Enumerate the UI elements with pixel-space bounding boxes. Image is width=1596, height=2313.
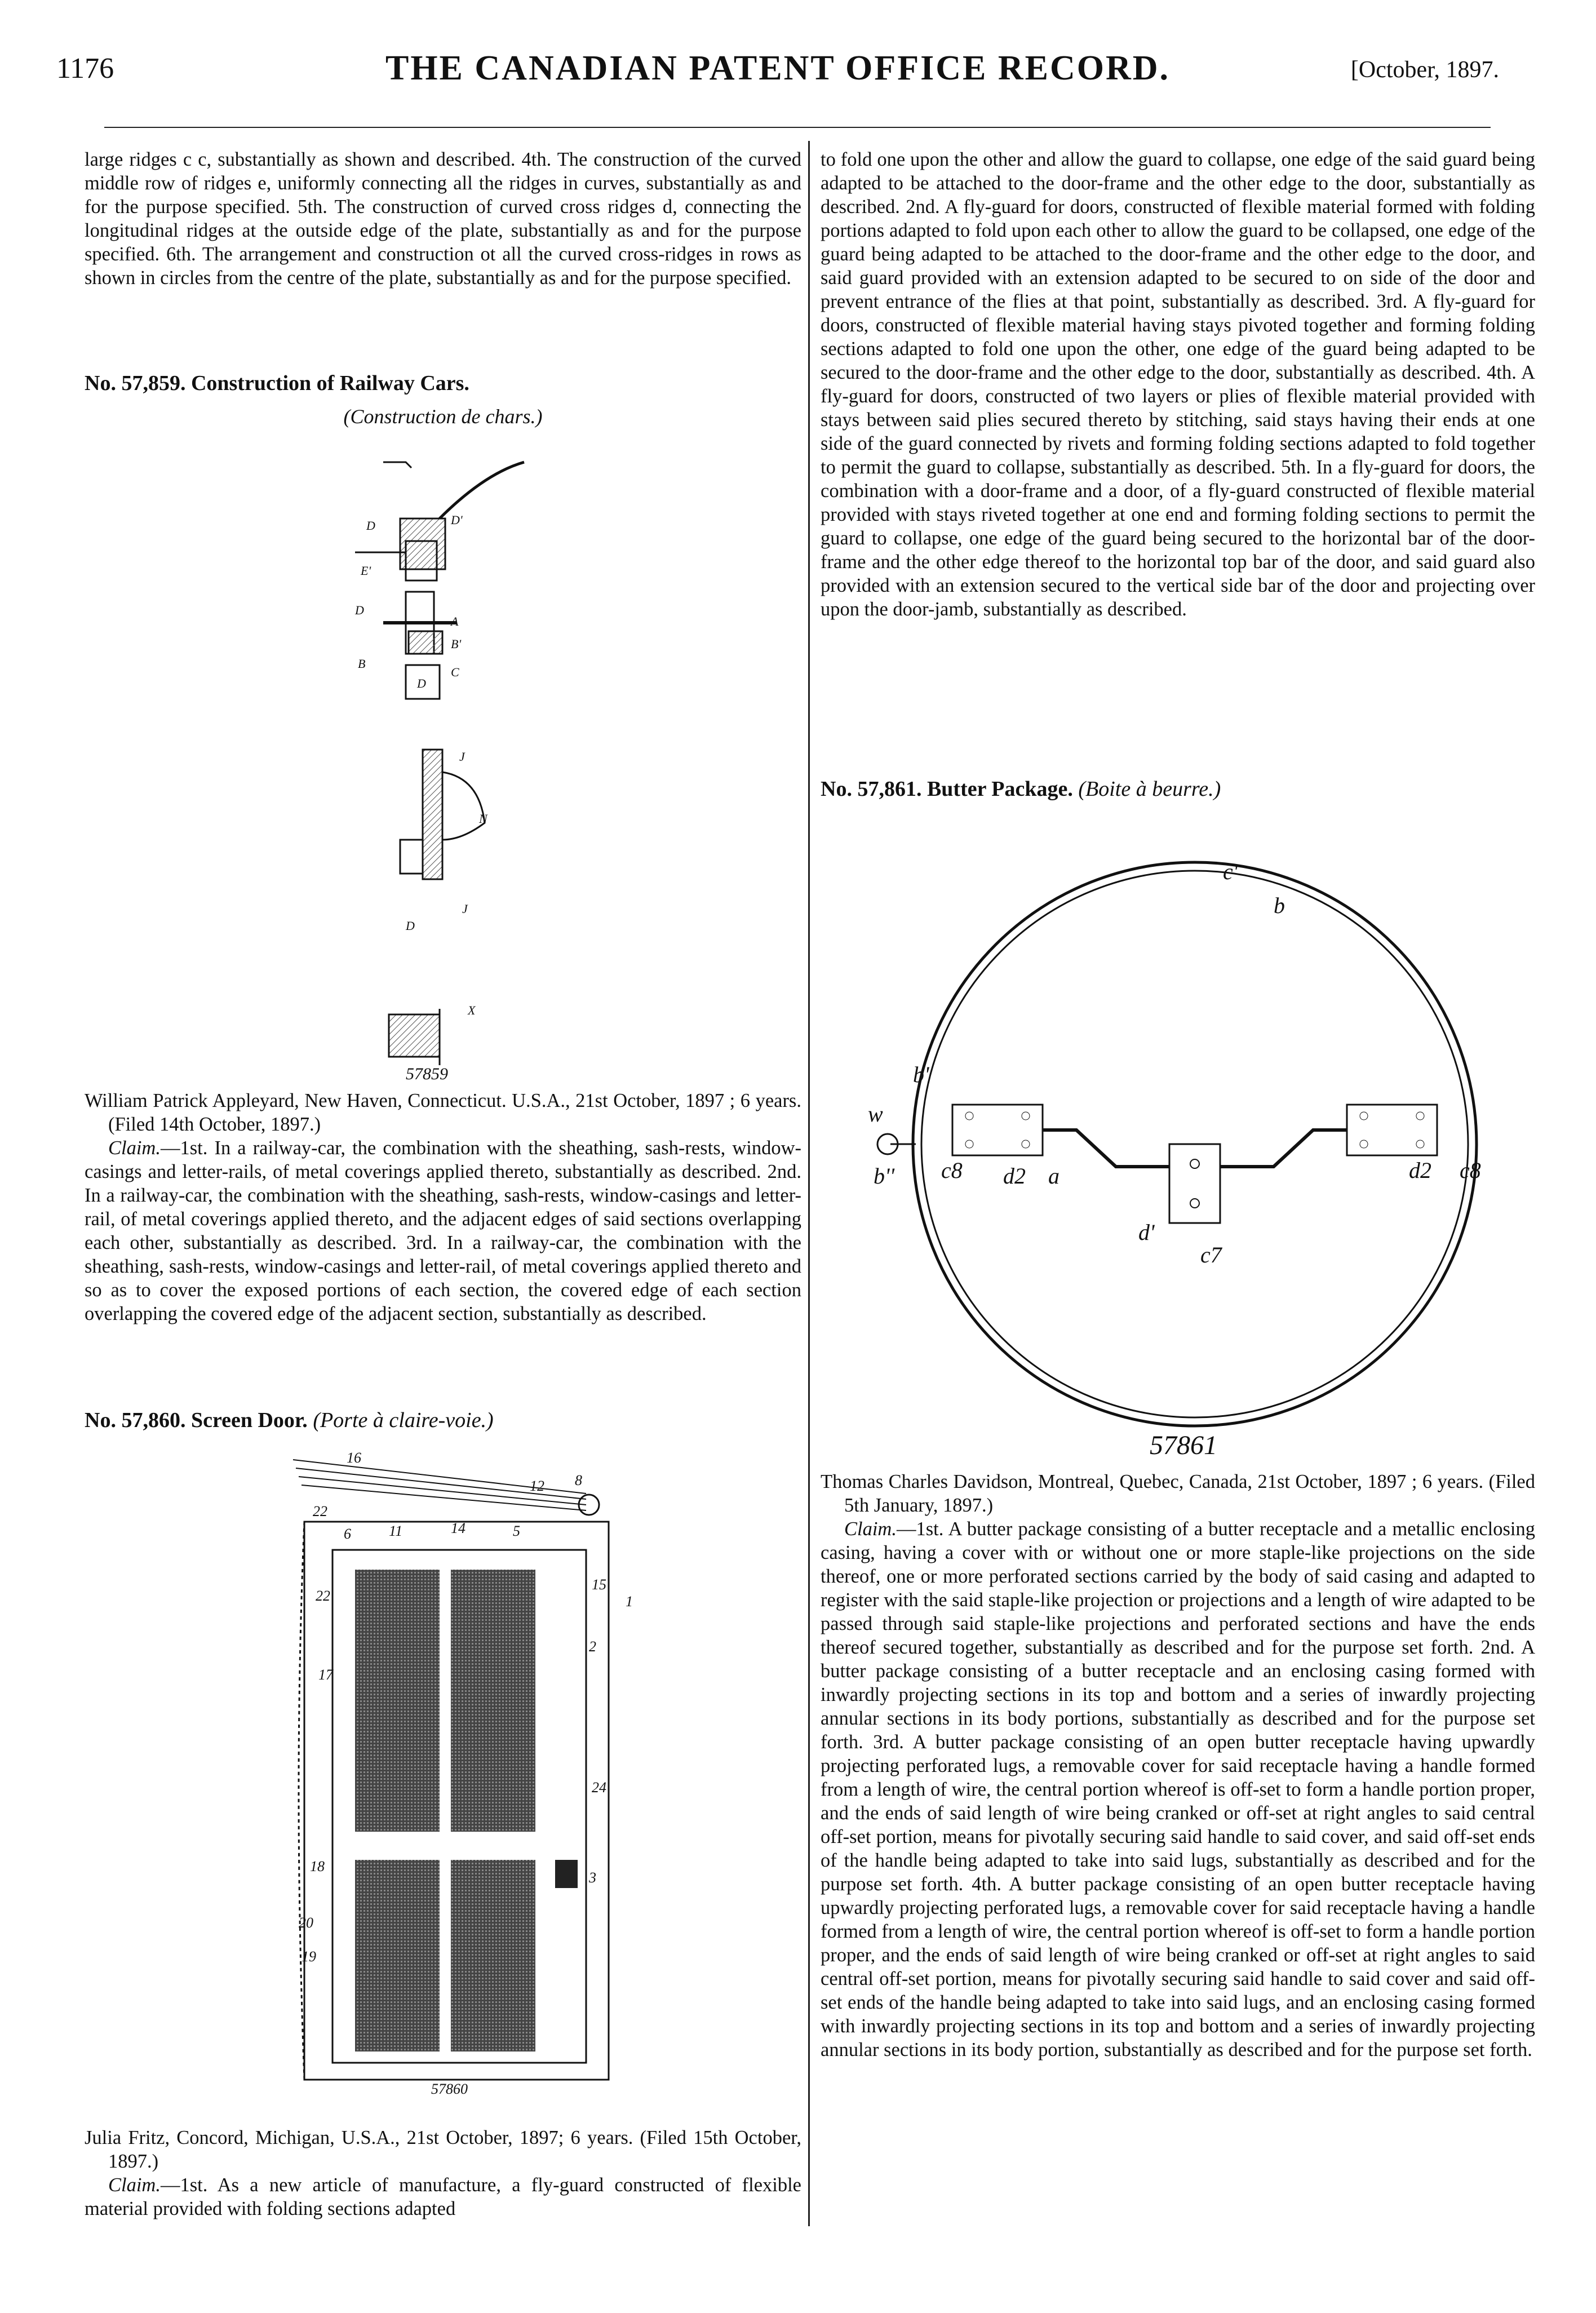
label-8: 8 [575,1472,582,1488]
label-22b: 22 [316,1588,330,1604]
patent-860-heading [85,1408,494,1433]
label-J2: J [462,902,468,916]
label-D4: D [406,919,415,933]
patent-860-number-title: No. 57,860. Screen Door. [85,1408,308,1432]
patent-860-inventor: Julia Fritz, Concord, Michigan, U.S.A., 21st October, 1897; 6 years. (Filed 15th October, 1897.) [85,2127,801,2172]
patent-859-body [85,1089,801,1326]
patent-861-body [821,1470,1535,2062]
header-rule [104,127,1491,128]
column-divider [808,141,810,2226]
label-24: 24 [592,1779,606,1796]
right-continued-text [821,148,1535,621]
figure-number-860: 57860 [431,2081,468,2097]
label-5: 5 [513,1523,520,1539]
patent-861-inventor: Thomas Charles Davidson, Montreal, Quebec, Canada, 21st October, 1897 ; 6 years. (Filed 5th January, 1897.) [821,1471,1535,1516]
screen-door-figure [282,1443,642,2097]
figure-number-859: 57859 [406,1065,448,1083]
label-12: 12 [530,1478,544,1494]
continued-claim-text-right: to fold one upon the other and allow the guard to collapse, one edge of the said guard being adapted to be attached to the door-frame and the other edge to the door, substantially as described. 2nd. A fly-guard for doors, constructed of flexible material formed with folding portions adapted to fold upon each other to allow the guard to be collapsed, one edge of the guard being adapted to be attached to the door-frame and the other edge to the door, and said guard provided with an extension adapted to be secured to on side of the door and prevent entrance of the flies at that point, substantially as described. 3rd. A fly-guard for doors, constructed of flexible material having stays pivoted together and forming folding sections adapted to fold one upon the other, one edge of the guard being adapted to be secured to the door-frame and the other edge to the door, substantially as described. 4th. A fly-guard for doors, constructed of two layers or plies of flexible material provided with stays between said plies secured thereto by stitching, said stays having their ends at one side of the guard connected by rivets and forming folding sections adapted to fold together to permit the guard to collapse, substantially as described. 5th. In a fly-guard for doors, the combination with a door-frame and a door, of a fly-guard constructed of flexible material provided with stays riveted together at one end and forming folding sections to permit the guard to collapse, one edge of the guard being secured to the horizontal bar of the door-frame and the other edge thereof to the horizontal top bar of the door, and said guard also provided with an extension secured to the vertical side bar of the door and projecting over upon the door-jamb, substantially as described. [821,149,1535,620]
figure-number-861: 57861 [1150,1430,1217,1460]
publication-title: THE CANADIAN PATENT OFFICE RECORD. [385,49,1171,87]
label-c-prime: c' [1223,859,1238,884]
label-D-prime: D' [451,513,463,527]
label-B-prime: B' [451,637,462,651]
label-2: 2 [589,1638,596,1655]
label-1: 1 [626,1593,633,1610]
label-19: 19 [302,1948,316,1965]
label-6: 6 [344,1526,351,1542]
claim-lead-861: Claim. [844,1518,897,1540]
label-c7: c7 [1200,1242,1222,1268]
patent-860-claims [85,2173,801,2221]
label-N: N [479,812,487,826]
label-c8: c8 [941,1158,963,1183]
label-D: D [366,519,375,533]
label-D2: D [355,603,364,617]
patent-860-claim-text: —1st. As a new article of manufacture, a fly-guard constructed of flexible material provided with folding sections adapted [85,2174,801,2219]
label-d2: d2 [1003,1163,1026,1189]
issue-date: [October, 1897. [1350,57,1499,83]
butter-package-figure [834,828,1533,1465]
label-B: B [358,657,366,671]
patent-859-inventor: William Patrick Appleyard, New Haven, Connecticut. U.S.A., 21st October, 1897 ; 6 years. (Filed 14th October, 1897.) [85,1090,801,1135]
label-18: 18 [310,1858,325,1875]
label-17: 17 [318,1667,333,1683]
label-20: 20 [299,1915,313,1931]
label-16: 16 [347,1450,361,1466]
label-b-prime: b' [913,1062,929,1087]
patent-861-heading [821,777,1221,801]
label-C: C [451,665,459,679]
patent-859-claim-text: —1st. In a railway-car, the combination with the sheathing, sash-rests, window-casings and letter-rails, of metal coverings applied thereto, substantially as described. 2nd. In a railway-car, the combination with the sheathing, sash-rests, window-casings and letter-rail, of metal coverings applied thereto, and the adjacent edges of said sections overlapping each other, substantially as described. 3rd. In a railway-car, the combination with the sheathing, sash-rests, window-casings and letter-rail, of metal coverings applied thereto and so as to cover the exposed portions of each section, the covered edge of each section overlapping the covered edge of the adjacent section, substantially as described. [85,1137,801,1324]
claim-lead: Claim. [108,1137,161,1159]
patent-861-french-title: (Boite à beurre.) [1078,777,1221,801]
patent-861-claim-text: —1st. A butter package consisting of a butter receptacle and a metallic enclosing casing, having a cover with or without one or more staple-like projections on the side thereof, one or more perforated sections carried by the body of said casing and adapted to register with the said staple-like projection or projections and a length of wire adapted to be passed through said staple-like projections and perforated sections and have the ends thereof secured together, substantially as described and for the purpose set forth. 2nd. A butter package consisting of a butter receptacle and an enclosing casing formed with inwardly projecting sections in its top and bottom and a series of inwardly projecting annular sections in its body portions, substantially as described and for the purpose set forth. 3rd. A butter package consisting of an open butter receptacle having upwardly projecting perforated lugs, a removable cover for said receptacle having a handle formed from a length of wire, the central portion whereof is off-set to form a handle portion proper, and the ends of said length of wire being cranked or off-set at right angles to said central off-set portion, means for pivotally securing said handle to said cover, and said off-set ends of the handle being adapted to take into said lugs, substantially as described and for the purpose set forth. 4th. A butter package consisting of an open butter receptacle having upwardly projecting perforated lugs, a removable cover for said receptacle having a handle formed from a length of wire, the central portion whereof is off-set to form a handle portion proper, and the ends of said length of wire being cranked or off-set at right angles to said central off-set portion, means for pivotally securing said handle to said cover and said off-set ends of the handle being adapted to take into said lugs, and an enclosing casing formed with inwardly projecting sections in its top and bottom and a series of inwardly projecting annular sections in its body portion, substantially as described and for the purpose set forth. [821,1518,1535,2061]
page-number: 1176 [56,52,114,85]
label-15: 15 [592,1576,606,1593]
patent-861-number-title: No. 57,861. Butter Package. [821,777,1073,801]
label-c8b: c8 [1460,1158,1481,1183]
patent-860-body [85,2126,801,2221]
label-w: w [868,1101,883,1127]
label-A: A [451,614,459,628]
label-b-double: b'' [874,1163,895,1189]
label-X: X [468,1003,476,1017]
label-3: 3 [589,1869,596,1886]
claim-lead-860: Claim. [108,2174,161,2196]
label-22: 22 [313,1503,327,1519]
patent-859-claims [85,1136,801,1326]
left-continued-text [85,148,801,290]
label-14: 14 [451,1520,466,1536]
railway-car-figure [316,451,541,1088]
patent-860-french-title: (Porte à claire-voie.) [313,1408,494,1432]
label-a: a [1048,1163,1059,1189]
page-header [56,49,1499,97]
label-b: b [1274,893,1285,918]
patent-859-french-title: (Construction de chars.) [343,405,543,428]
label-11: 11 [389,1523,403,1539]
label-E-prime: E' [361,564,371,578]
patent-861-claims [821,1517,1535,2062]
label-D3: D [417,676,426,690]
label-d-prime: d' [1138,1220,1155,1245]
label-J: J [459,750,465,764]
patent-859-heading: No. 57,859. Construction of Railway Cars. [85,371,469,395]
label-d2b: d2 [1409,1158,1431,1183]
continued-claim-text: large ridges c c, substantially as shown and described. 4th. The construction of the curved middle row of ridges e, uniformly connecting all the ridges in curves, substantially as and for the purpose specified. 5th. The construction of curved cross ridges d, connecting the longitudinal ridges at the outside edge of the plate, substantially as and for the purpose specified. 6th. The arrangement and construction ot all the curved cross-ridges in rows as shown in circles from the centre of the plate, substantially as and for the purpose specified. [85,149,801,289]
